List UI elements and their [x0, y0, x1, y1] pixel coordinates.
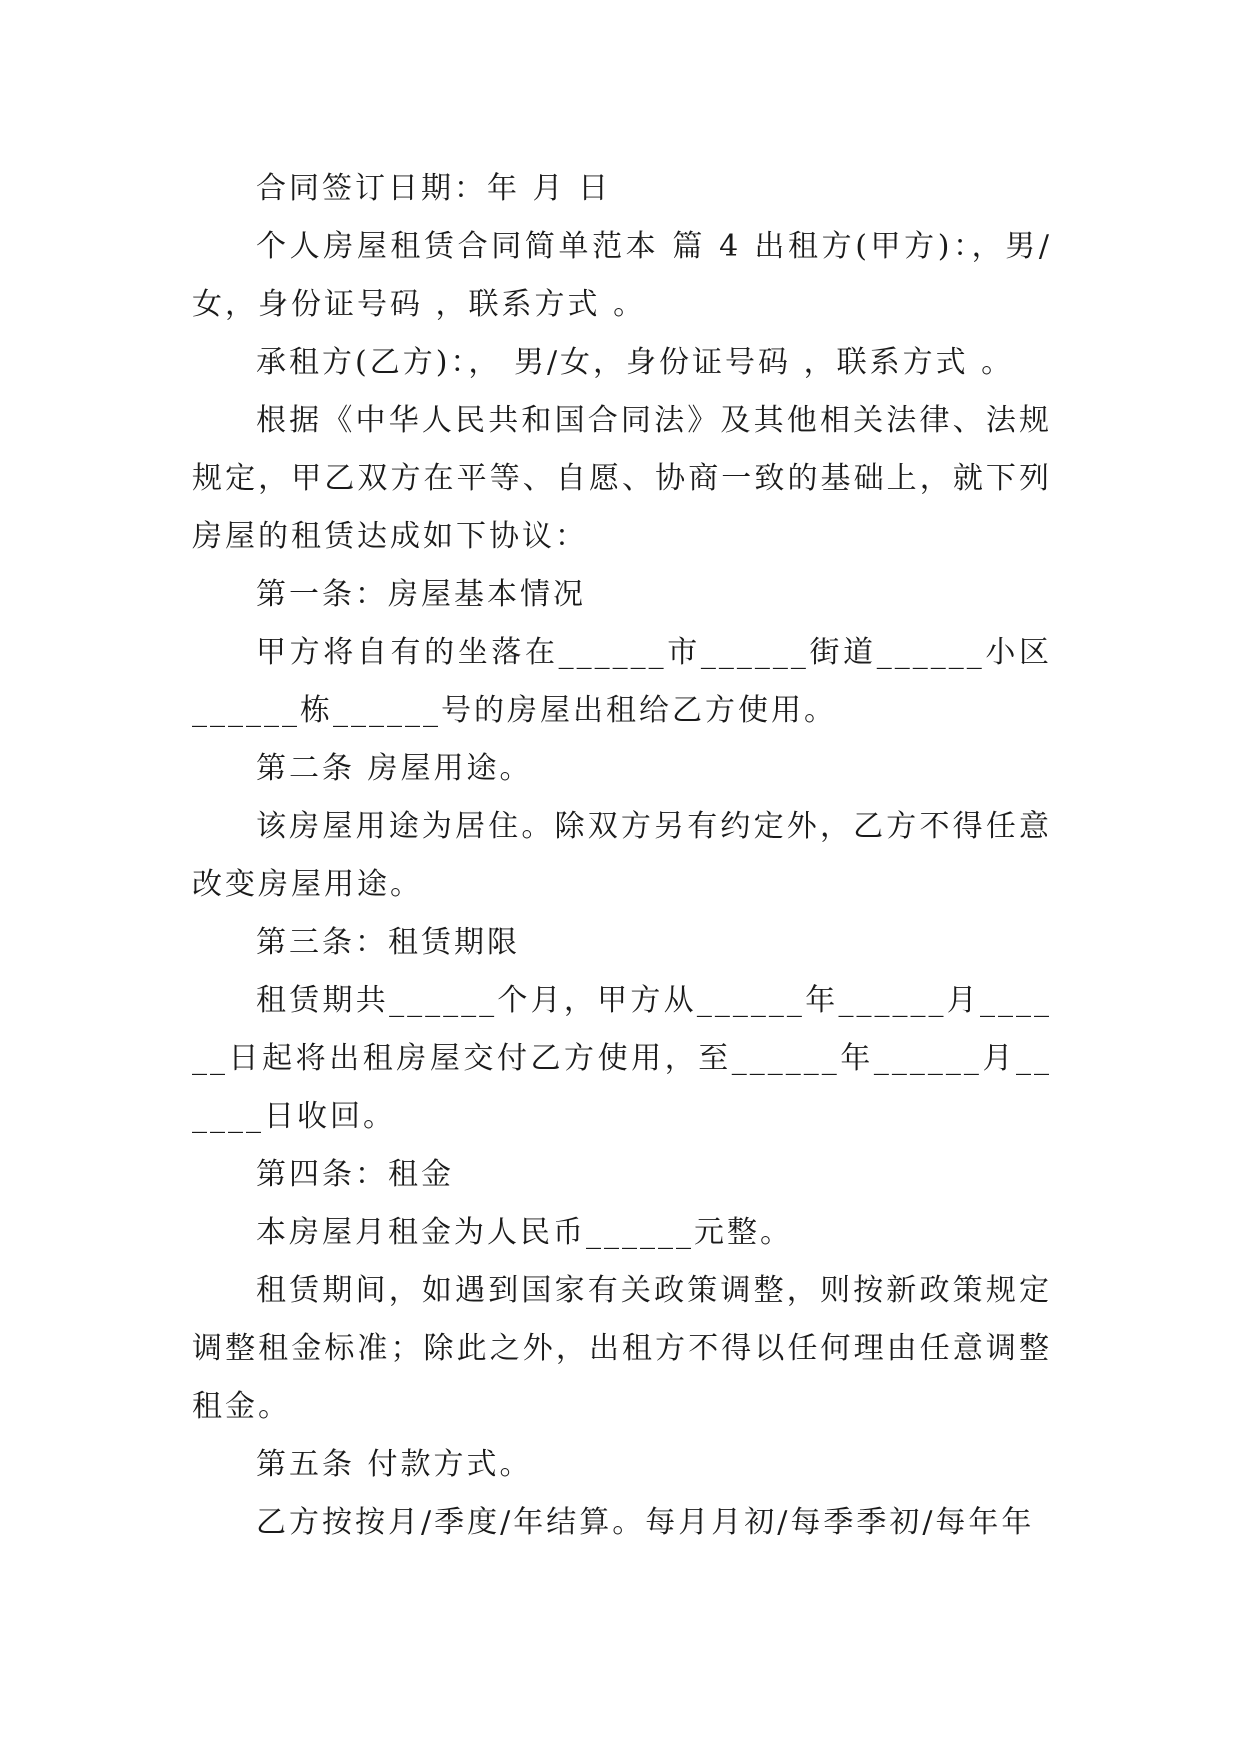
contract-heading-and-lessor: 个人房屋租赁合同简单范本 篇 4 出租方(甲方)：，男/女，身份证号码 ，联系方式 。	[192, 229, 1052, 322]
article-1-body: 甲方将自有的坐落在______市______街道______小区______栋______号的房屋出租给乙方使用。	[192, 635, 1052, 728]
article-3-title: 第三条：租赁期限	[256, 925, 520, 960]
article-4-adjustment: 租赁期间，如遇到国家有关政策调整，则按新政策规定调整租金标准；除此之外，出租方不得以任何理由任意调整租金。	[192, 1273, 1052, 1424]
article-1-title: 第一条：房屋基本情况	[256, 577, 586, 612]
article-5-title: 第五条 付款方式。	[256, 1447, 533, 1482]
article-5-body: 乙方按按月/季度/年结算。每月月初/每季季初/每年年	[256, 1505, 1035, 1540]
signing-date-line: 合同签订日期：年 月 日	[256, 171, 612, 206]
contract-body	[192, 160, 1052, 1552]
article-4-title: 第四条：租金	[256, 1157, 454, 1192]
legal-basis-paragraph: 根据《中华人民共和国合同法》及其他相关法律、法规规定，甲乙双方在平等、自愿、协商一致的基础上，就下列房屋的租赁达成如下协议：	[192, 403, 1052, 554]
article-4-rent: 本房屋月租金为人民币______元整。	[256, 1215, 793, 1250]
article-2-title: 第二条 房屋用途。	[256, 751, 533, 786]
article-3-body: 租赁期共______个月，甲方从______年______月______日起将出租房屋交付乙方使用，至______年______月______日收回。	[192, 983, 1052, 1134]
lessee-line: 承租方(乙方)：， 男/女，身份证号码 ，联系方式 。	[256, 345, 1015, 380]
article-2-body: 该房屋用途为居住。除双方另有约定外，乙方不得任意改变房屋用途。	[192, 809, 1052, 902]
